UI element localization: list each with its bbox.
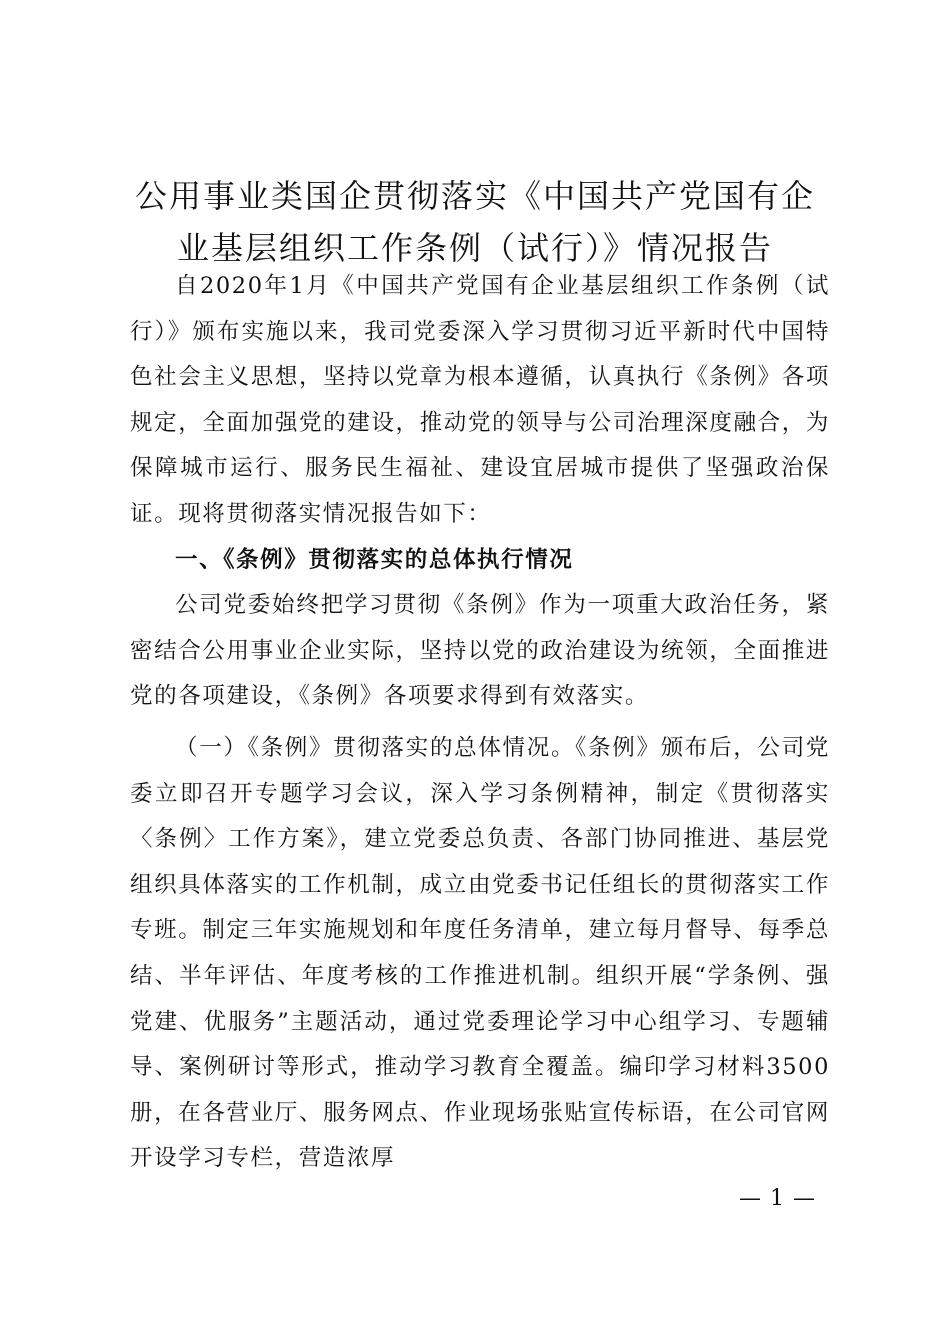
title-line-2: 业基层组织工作条例（试行）》情况报告 (176, 229, 773, 267)
section-1-paragraph: 公司党委始终把学习贯彻《条例》作为一项重大政治任务，紧密结合公用事业企业实际，坚持以党的政治建设为统领，全面推进党的各项建设，《条例》各项要求得到有效落实。 (130, 592, 830, 710)
document-title (110, 170, 840, 274)
document-body (130, 264, 830, 1182)
title-line-1: 公用事业类国企贯彻落实《中国共产党国有企 (134, 177, 815, 215)
section-heading-1: 一、《条例》贯彻落实的总体执行情况 (175, 546, 574, 573)
intro-paragraph: 自2020年1月《中国共产党国有企业基层组织工作条例（试行）》颁布实施以来，我司党委深入学习贯彻习近平新时代中国特色社会主义思想，坚持以党章为根本遵循，认真执行《条例》各项规定，全面加强党的建设，推动党的领导与公司治理深度融合，为保障城市运行、服务民生福祉、建设宜居城市提供了坚强政治保证。现将贯彻落实情况报告如下： (130, 273, 830, 527)
page-number: — 1 — (739, 1186, 816, 1211)
subsection-1-paragraph: （一）《条例》贯彻落实的总体情况。《条例》颁布后，公司党委立即召开专题学习会议，深入学习条例精神，制定《贯彻落实〈条例〉工作方案》，建立党委总负责、各部门协同推进、基层党组织具体落实的工作机制，成立由党委书记任组长的贯彻落实工作专班。制定三年实施规划和年度任务清单，建立每月督导、每季总结、半年评估、年度考核的工作推进机制。组织开展“学条例、强党建、优服务”主题活动，通过党委理论学习中心组学习、专题辅导、案例研讨等形式，推动学习教育全覆盖。编印学习材料3500册，在各营业厅、服务网点、作业现场张贴宣传标语，在公司官网开设学习专栏，营造浓厚 (130, 734, 830, 1172)
